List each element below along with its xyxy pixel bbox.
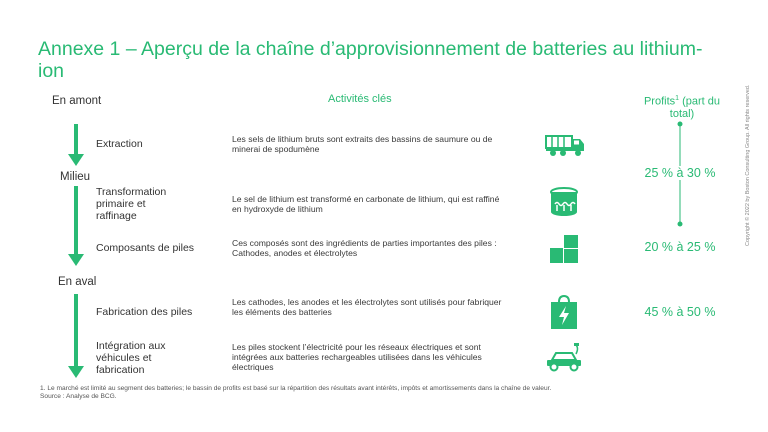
profit-downstream: 45 % à 50 % <box>644 305 716 319</box>
processing-tank-icon <box>548 186 580 218</box>
section-midstream-label: Milieu <box>60 171 91 183</box>
desc-refining: Le sel de lithium est transformé en carbonate de lithium, qui est raffiné en hydroxyde de lithium <box>232 194 500 214</box>
section-downstream-label: En aval <box>58 276 97 288</box>
activities-header: Activités clés <box>328 93 392 105</box>
downstream-arrow <box>68 294 84 378</box>
source-note: Source : Analyse de BCG. <box>40 393 117 400</box>
profit-components: 20 % à 25 % <box>644 240 716 254</box>
profits-header <box>632 93 732 120</box>
desc-cell-manufacturing: Les cathodes, les anodes et les électrolytes sont utilisés pour fabriquer les éléments des batteries <box>232 297 502 317</box>
page-title: Annexe 1 – Aperçu de la chaîne d’approvisionnement de batteries au lithium-ion <box>38 38 703 82</box>
battery-bag-icon <box>549 294 579 330</box>
footnote: 1. Le marché est limité au segment des batteries; le bassin de profits est basé sur la répartition des résultats avant intérêts, impôts et amortissements dans la chaîne de valeur. <box>40 385 552 392</box>
footnote-block <box>40 385 640 401</box>
upstream-arrow <box>68 124 84 166</box>
step-refining: Transformation primaire et raffinage <box>96 186 167 222</box>
profits-header-suffix: (part du total) <box>669 95 721 120</box>
desc-extraction: Les sels de lithium bruts sont extraits des bassins de saumure ou de minerai de spodumène <box>232 134 493 154</box>
profit-upstream: 25 % à 30 % <box>640 166 720 180</box>
step-extraction: Extraction <box>96 138 143 150</box>
step-components: Composants de piles <box>96 242 195 254</box>
desc-vehicle-integration: Les piles stockent l’électricité pour les réseaux électriques et sont intégrées aux batteries rechargeables utilisées dans les véhicules électriques <box>232 342 482 372</box>
electric-car-icon <box>543 342 585 372</box>
blocks-icon <box>549 234 579 264</box>
step-vehicle-integration: Intégration aux véhicules et fabrication <box>96 340 166 376</box>
step-cell-manufacturing: Fabrication des piles <box>96 306 193 318</box>
dump-truck-icon <box>544 132 586 158</box>
desc-components: Ces composés sont des ingrédients de parties importantes des piles : Cathodes, anodes et électrolytes <box>232 238 497 258</box>
profits-header-label: Profits <box>643 95 676 108</box>
midstream-arrow <box>68 186 84 266</box>
profits-footnote-marker: 1 <box>675 95 680 102</box>
copyright-notice: Copyright © 2022 by Boston Consulting Group. All rights reserved. <box>745 84 751 246</box>
section-upstream-label: En amont <box>52 95 102 107</box>
